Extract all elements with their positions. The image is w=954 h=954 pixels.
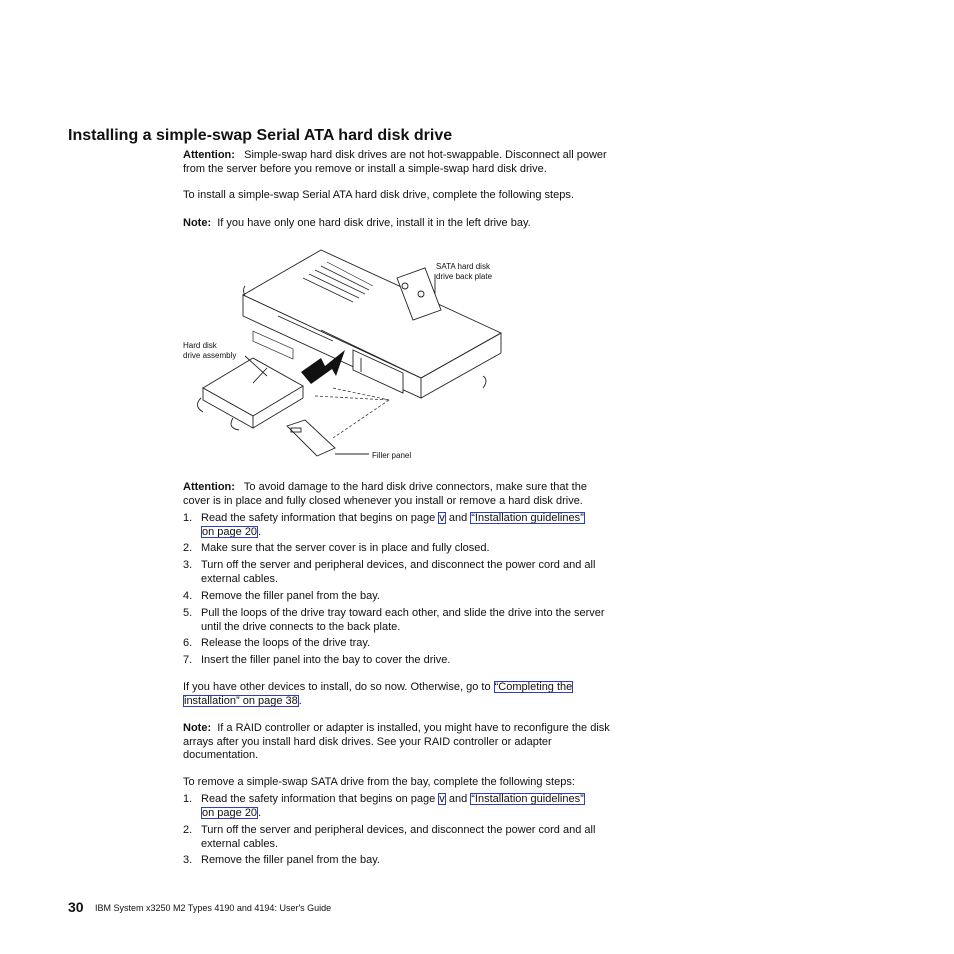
other-devices-paragraph [183,681,615,708]
callout-assembly-line1: Hard disk [183,341,217,350]
note-text-2: If a RAID controller or adapter is installed, you might have to reconfigure the disk arrays after you install hard disk drives. See your RAID controller or adapter documentation. [183,722,610,761]
step-text [201,793,615,820]
other-devices-post: . [298,694,302,707]
page-v-link[interactable]: v [439,512,445,524]
completing-installation-link[interactable]: “Completing the [494,681,573,693]
step-text-post: . [258,806,262,819]
step-number: 2. [183,824,193,836]
footer-title: IBM System x3250 M2 Types 4190 and 4194: User's Guide [95,903,332,913]
step-text: Turn off the server and peripheral devices, and disconnect the power cord and all external cables. [201,824,596,850]
step-number: 4. [183,590,193,602]
callout-backplate [436,262,492,282]
step-text: Make sure that the server cover is in place and fully closed. [201,542,490,554]
note-label: Note: [183,217,212,229]
note-paragraph [183,217,615,231]
step-number: 1. [183,512,193,524]
step-text [201,512,615,539]
section-title: Installing a simple-swap Serial ATA hard disk drive [68,127,453,144]
step-number: 6. [183,637,193,649]
installation-guidelines-link-page[interactable]: on page 20 [202,525,258,538]
step-number: 7. [183,654,193,666]
attention-paragraph [183,149,615,176]
callout-assembly-line2: drive assembly [183,351,237,360]
raid-note-paragraph [183,722,615,763]
completing-installation-link-page[interactable]: installation” on page 38 [184,694,298,707]
step-text-pre: Read the safety information that begins on page [201,793,439,805]
step-number: 5. [183,607,193,619]
attention-paragraph-2 [183,481,615,508]
step-text: Turn off the server and peripheral devices, and disconnect the power cord and all external cables. [201,559,596,585]
callout-drive-assembly [183,341,236,361]
installation-guidelines-link-page[interactable]: on page 20 [202,806,258,819]
step-text: Release the loops of the drive tray. [201,637,371,649]
step-number: 2. [183,542,193,554]
callout-backplate-line1: SATA hard disk [436,262,490,271]
step-text-mid: and [445,793,471,805]
step-text: Insert the filler panel into the bay to cover the drive. [201,654,451,666]
remove-intro-paragraph: To remove a simple-swap SATA drive from the bay, complete the following steps: [183,776,575,788]
step-text-pre: Read the safety information that begins on page [201,512,439,524]
page-v-link[interactable]: v [439,793,445,805]
page-number: 30 [68,899,84,915]
attention-text: Simple-swap hard disk drives are not hot-swappable. Disconnect all power from the server before you remove or install a simple-swap hard disk drive. [183,149,607,175]
intro-paragraph: To install a simple-swap Serial ATA hard disk drive, complete the following steps. [183,189,574,201]
step-text-post: . [258,525,262,538]
callout-filler-panel: Filler panel [372,451,412,460]
step-text: Remove the filler panel from the bay. [201,854,380,866]
note-label-2: Note: [183,722,212,734]
step-number: 3. [183,854,193,866]
note-text: If you have only one hard disk drive, install it in the left drive bay. [217,217,531,229]
attention-label: Attention: [183,149,235,161]
callout-backplate-line2: drive back plate [436,272,493,281]
installation-guidelines-link[interactable]: “Installation guidelines” [471,793,584,805]
step-text-mid: and [445,512,471,524]
step-text: Remove the filler panel from the bay. [201,590,380,602]
step-number: 3. [183,559,193,571]
other-devices-text: If you have other devices to install, do so now. Otherwise, go to [183,681,494,693]
step-number: 1. [183,793,193,805]
attention-label-2: Attention: [183,481,235,493]
installation-guidelines-link[interactable]: “Installation guidelines” [471,512,584,524]
attention-text-2: To avoid damage to the hard disk drive connectors, make sure that the cover is in place and fully closed whenever you install or remove a hard disk drive. [183,481,587,507]
step-text: Pull the loops of the drive tray toward each other, and slide the drive into the server until the drive connects to the back plate. [201,607,605,633]
